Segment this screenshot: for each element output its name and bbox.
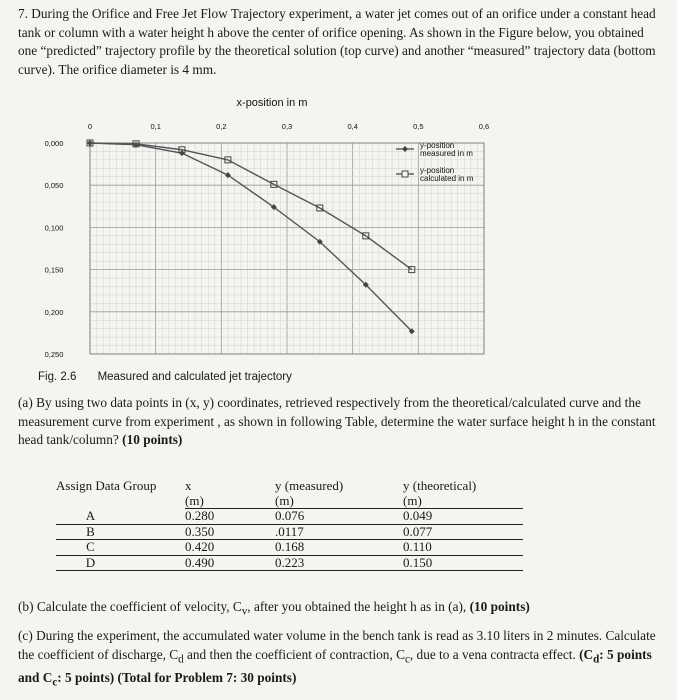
x-tick-label: 0,2 <box>216 122 227 131</box>
table-row <box>56 555 523 571</box>
x-tick-label: 0,3 <box>281 122 293 131</box>
header-x: x <box>185 478 192 493</box>
y-measured-cell: 0.076 <box>275 509 403 525</box>
y-theoretical-cell: 0.150 <box>403 555 523 571</box>
data-table <box>56 479 523 571</box>
part-c-points-sub-c: c <box>52 676 58 689</box>
x-tick-label: 0,1 <box>150 122 161 131</box>
x-cell: 0.420 <box>185 540 275 556</box>
unit-y-theoretical: (m) <box>403 494 523 509</box>
part-b-points: (10 points) <box>469 599 530 614</box>
y-theoretical-cell: 0.049 <box>403 509 523 525</box>
part-b-text: (b) Calculate the coefficient of velocity, C <box>18 599 242 614</box>
legend-label: measured in m <box>420 149 473 158</box>
chart-title: x-position in m <box>236 97 308 109</box>
table-header-row <box>56 479 523 494</box>
y-measured-cell: .0117 <box>275 524 403 540</box>
part-c-text3: , due to a vena contracta effect. <box>409 646 576 662</box>
group-cell: C <box>56 540 185 556</box>
figure-caption <box>38 371 292 383</box>
x-tick-label: 0 <box>87 122 93 131</box>
chart-legend <box>396 141 474 183</box>
header-y-theoretical: y (theoretical) <box>403 478 477 493</box>
y-measured-cell: 0.168 <box>275 540 403 556</box>
legend-marker <box>402 171 408 177</box>
y-theoretical-cell: 0.077 <box>403 524 523 540</box>
unit-y-measured: (m) <box>275 494 403 509</box>
part-b-rest: , after you obtained the height h as in (a), <box>247 599 467 614</box>
part-b-question <box>18 598 658 621</box>
part-c-sub-d: d <box>178 653 184 666</box>
series-line <box>90 143 412 270</box>
y-theoretical-cell: 0.110 <box>403 540 523 556</box>
part-c-text1: (c) During the experiment, the accumulated water volume in the bench tank is read as 3.10 liters in 2 minutes. Calculate the coefficient of discharge, C <box>18 628 656 662</box>
trajectory-chart <box>0 92 677 372</box>
x-tick-label: 0,5 <box>413 122 424 131</box>
part-c-points-a: (C <box>579 646 594 662</box>
figure-number: Fig. 2.6 <box>38 371 77 383</box>
part-a-question <box>18 394 658 450</box>
x-cell: 0.280 <box>185 509 275 525</box>
part-c-points-sub-d: d <box>593 653 600 666</box>
part-c-total: (Total for Problem 7: 30 points) <box>117 669 297 685</box>
part-a-points: (10 points) <box>122 432 183 447</box>
part-c-question <box>18 627 658 692</box>
group-cell: D <box>56 555 185 571</box>
legend-label: y-position <box>420 141 455 150</box>
legend-label: y-position <box>420 166 455 175</box>
y-tick-labels <box>45 139 64 359</box>
group-cell: A <box>56 509 185 525</box>
y-tick-label: 0,100 <box>44 223 64 233</box>
x-cell: 0.350 <box>185 524 275 540</box>
header-y-measured: y (measured) <box>275 478 344 493</box>
part-b-sub: v <box>241 605 248 618</box>
y-tick-label: 0,000 <box>44 139 64 148</box>
table-units-row <box>56 494 523 509</box>
x-tick-label: 0,6 <box>478 122 490 131</box>
y-measured-cell: 0.223 <box>275 555 403 571</box>
x-cell: 0.490 <box>185 555 275 571</box>
unit-x: (m) <box>185 494 275 509</box>
x-tick-label: 0,4 <box>347 122 358 131</box>
problem-intro: 7. During the Orifice and Free Jet Flow Trajectory experiment, a water jet comes out of an orifice under a constant head tank or column with a water height h above the center of orifice opening. As shown in the Figure below, you obtained one “predicted” trajectory profile by the theoretical solution (top curve) and another “measured” trajectory data (bottom curve). The orifice diameter is 4 mm. <box>18 6 656 77</box>
legend-label: calculated in m <box>420 174 474 183</box>
y-tick-label: 0,250 <box>44 350 64 359</box>
part-c-sub-c: c <box>404 653 410 666</box>
table-row <box>56 524 523 540</box>
series-line <box>90 143 412 331</box>
part-c-text2: and then the coefficient of contraction, C <box>183 646 405 662</box>
y-tick-label: 0,200 <box>44 307 64 317</box>
table-row <box>56 540 523 556</box>
figure-caption-text: Measured and calculated jet trajectory <box>97 371 292 383</box>
table-row <box>56 509 523 525</box>
part-c-points-b: : 5 points and C <box>18 646 652 685</box>
group-cell: B <box>56 524 185 540</box>
y-tick-label: 0,050 <box>44 181 64 191</box>
legend-marker <box>402 146 408 152</box>
x-tick-labels <box>88 122 489 131</box>
part-c-points-c: : 5 points) <box>57 669 115 685</box>
part-a-text: (a) By using two data points in (x, y) coordinates, retrieved respectively from the theoretical/calculated curve and the measurement curve from experiment , as shown in following Table, determine the water surface height h in the constant head tank/column? <box>18 395 656 447</box>
y-tick-label: 0,150 <box>44 265 64 275</box>
header-group: Assign Data Group <box>56 478 157 493</box>
